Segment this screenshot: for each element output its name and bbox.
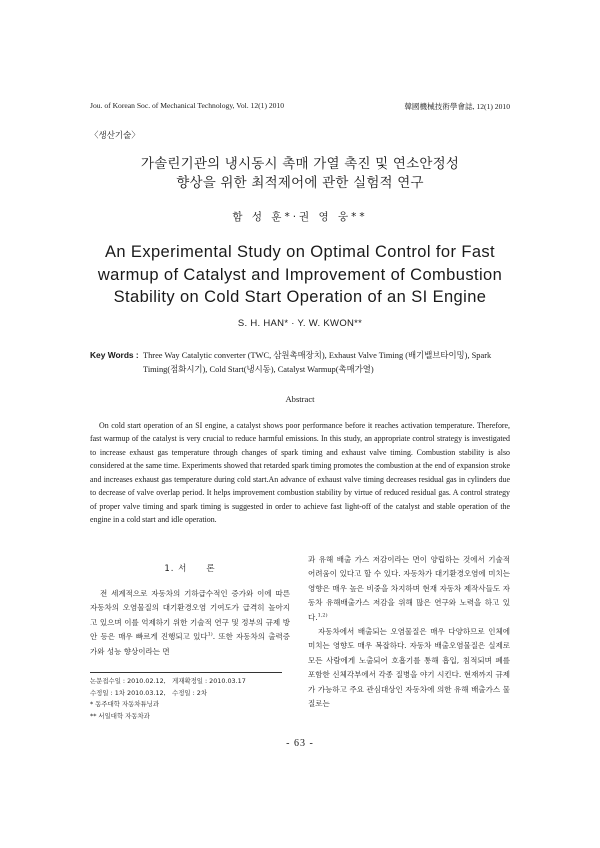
english-title — [40, 241, 560, 309]
intro-paragraph-left — [90, 587, 290, 659]
korean-authors: 함 성 훈*·권 영 웅** — [232, 211, 368, 223]
journal-name-kr: 韓國機械技術學會誌, 12(1) 2010 — [404, 102, 510, 111]
citation-marker: 1) — [207, 631, 213, 638]
footnotes — [90, 676, 290, 722]
section-tag: 〈생산기술〉 — [90, 131, 140, 141]
korean-title — [60, 155, 540, 193]
footnote-revision: 수정일 : 1차 2010.03.12, 수정일 : 2차 — [90, 688, 207, 697]
english-title-line3: Stability on Cold Start Operation of an SI Engine — [113, 288, 487, 306]
intro-paragraph-right-2: 자동차에서 배출되는 오염물질은 매우 다양하므로 인체에 미치는 영향도 매우 복잡하다. 자동차 배출오염물질은 실제로 모든 사람에게 노출되어 호흡기를 통해 흡입, 침적되며 폐를 포함한 신체각부에서 각종 질병을 야기 시킨다. 현재까지 규제가 가능하고 주요 관심대상인 자동차에 의한 유해 배출가스 물질로는 — [308, 627, 510, 709]
left-column — [90, 587, 290, 659]
keywords-block — [90, 349, 510, 376]
introduction-heading: 1. 서 론 — [164, 564, 216, 574]
keywords-label: Key Words : — [90, 350, 139, 360]
english-title-line1: An Experimental Study on Optimal Control for Fast — [104, 243, 496, 261]
citation-marker: 1,2) — [317, 612, 328, 619]
intro-left-text: 전 세계적으로 자동차의 기하급수적인 증가와 이에 따른 자동차의 오염물질의 대기환경오염 기여도가 급격히 높아지고 있으며 이를 억제하기 위한 기술적 연구 및 정부의 규제 방안 등은 매우 빠르게 진행되고 있다 — [90, 589, 290, 642]
keywords-text: Three Way Catalytic converter (TWC, 삼원촉매장치), Exhaust Valve Timing (배기밸브타이밍), Spark Timing(점화시기), Cold Start(냉시동), Catalyst Warmup(촉매가열) — [143, 351, 492, 374]
footnote-affiliation-2: ** 서일대학 자동차과 — [90, 711, 150, 720]
abstract-heading: Abstract — [285, 394, 315, 404]
running-header — [90, 101, 510, 113]
english-title-line2: warmup of Catalyst and Improvement of Combustion — [97, 265, 503, 284]
footnote-dates: 논문접수일 : 2010.02.12, 게재확정일 : 2010.03.17 — [90, 677, 246, 685]
abstract-body: On cold start operation of an SI engine, a catalyst shows poor performance before it reaches activation temperature. Therefore, fast warmup of the catalyst is very crucial to reduce harmful emissions. In this study, an appropriate control strategy is investigated to increase exhaust gas temperature through changes of spark timing and exhaust valve timing. Combustion stability is also considered at the same time. Experiments showed that retarded spark timing promotes the combustion at the end of expansion stroke and increases exhaust gas temperature during cold start.An advance of exhaust valve timing decreases residual gas in cylinders due to decrease of valve overlap period. It helps improvement combustion stability by virtue of reduced residual gas. A control strategy of proper valve timing and spark timing is suggested in order to achieve fast light-off of the catalyst and stable operation of the engine in a cold start and idle operation. — [90, 421, 510, 525]
right-column — [308, 553, 510, 711]
intro-left-tail: . 또한 자동차의 출력증가와 성능 향상이라는 면 — [90, 632, 290, 656]
english-authors: S. H. HAN* · Y. W. KWON** — [237, 318, 363, 329]
journal-name-en: Jou. of Korean Soc. of Mechanical Technology, Vol. 12(1) 2010 — [90, 101, 285, 110]
korean-title-line2: 향상을 위한 최적제어에 관한 실험적 연구 — [176, 175, 424, 191]
page-number: - 63 - — [286, 738, 314, 749]
intro-right-text-1: 과 유해 배출 가스 저감이라는 면이 양립하는 것에서 기술적 어려움이 있다고 할 수 있다. 자동차가 대기환경오염에 미치는 영향은 매우 높은 비중을 차지하며 현재 자동차 제작사들도 자동차 유해배출가스 저감을 위해 많은 연구와 노력을 하고 있다. — [308, 555, 510, 622]
intro-paragraph-right-1 — [308, 553, 510, 625]
footnote-divider — [90, 672, 282, 673]
korean-title-line1: 가솔린기관의 냉시동시 촉매 가열 촉진 및 연소안정성 — [140, 156, 460, 172]
footnote-affiliation-1: * 동주대학 자동차튜닝과 — [90, 700, 159, 709]
